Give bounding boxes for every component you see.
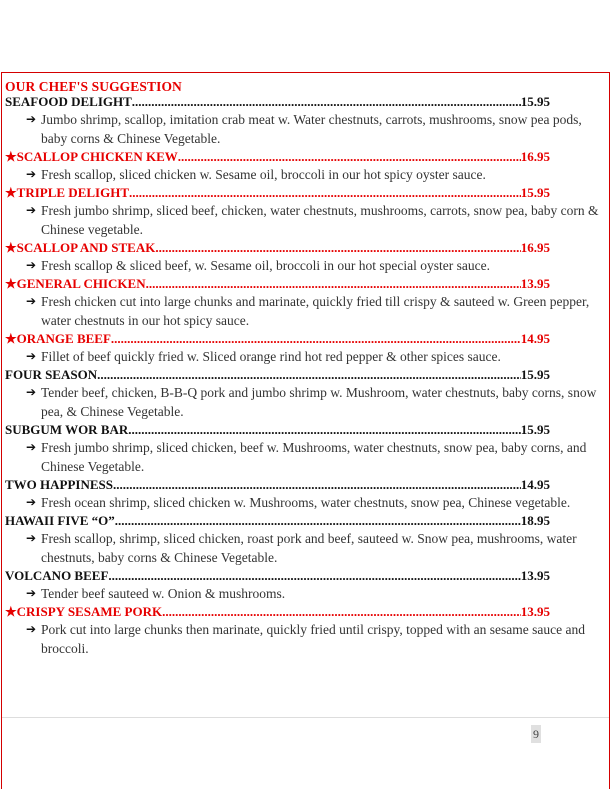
menu-content [5, 79, 605, 659]
dot-leader [115, 513, 521, 528]
arrow-icon: ➔ [26, 112, 37, 126]
arrow-icon: ➔ [26, 385, 37, 399]
menu-item-description-text: Fresh jumbo shrimp, sliced chicken, beef w. Mushrooms, water chestnuts, snow pea, baby corns, and Chinese Vegetable. [41, 440, 587, 474]
menu-items [5, 94, 605, 658]
menu-item-price: 14.95 [520, 331, 550, 346]
menu-item-price: 13.95 [520, 568, 550, 583]
menu-item-description-text: Fresh jumbo shrimp, sliced beef, chicken, water chestnuts, mushrooms, carrots, snow pea, baby corn & Chinese vegetable. [41, 203, 599, 237]
footer-divider [2, 717, 609, 718]
menu-item-name: ★CRISPY SESAME PORK [5, 604, 163, 619]
menu-item-description-text: Fresh scallop & sliced beef, w. Sesame oil, broccoli in our hot special oyster sauce. [41, 258, 491, 273]
menu-item-description-text: Jumbo shrimp, scallop, imitation crab meat w. Water chestnuts, carrots, mushrooms, snow pea pods, baby corns & Chinese Vegetable. [41, 112, 582, 146]
menu-item-description [5, 201, 605, 239]
menu-item [5, 331, 605, 366]
menu-item-description-text: Tender beef, chicken, B-B-Q pork and jumbo shrimp w. Mushroom, water chestnuts, baby corns, snow pea, & Chinese Vegetable. [41, 385, 597, 419]
arrow-icon: ➔ [26, 531, 37, 545]
menu-item-description [5, 620, 605, 658]
dot-leader [146, 276, 521, 291]
menu-item-name: FOUR SEASON [5, 367, 98, 382]
menu-item-price: 15.95 [520, 422, 550, 437]
menu-item [5, 149, 605, 184]
dot-leader [162, 604, 521, 619]
menu-item [5, 568, 605, 603]
arrow-icon: ➔ [26, 294, 37, 308]
menu-item-name: VOLCANO BEEF [5, 568, 109, 583]
page-number: 9 [533, 727, 539, 741]
menu-item-header [5, 240, 550, 255]
menu-item [5, 422, 605, 476]
menu-item-name: HAWAII FIVE “O” [5, 513, 115, 528]
menu-item [5, 276, 605, 330]
menu-item-name: ★ORANGE BEEF [5, 331, 111, 346]
menu-item-price: 15.95 [520, 94, 550, 109]
dot-leader [113, 477, 521, 492]
section-title: OUR CHEF'S SUGGESTION [5, 79, 182, 94]
menu-item [5, 477, 605, 512]
menu-item-description [5, 292, 605, 330]
menu-item-description-text: Fresh ocean shrimp, sliced chicken w. Mushrooms, water chestnuts, snow pea, Chinese vegetable. [41, 495, 571, 510]
dot-leader [155, 240, 520, 255]
menu-item-description-text: Pork cut into large chunks then marinate, quickly fried until crispy, topped with an sesame sauce and broccoli. [41, 622, 585, 656]
arrow-icon: ➔ [26, 167, 37, 181]
menu-item-name: SUBGUM WOR BAR [5, 422, 129, 437]
menu-item-name: TWO HAPPINESS [5, 477, 113, 492]
menu-item-description [5, 493, 605, 512]
menu-item-price: 18.95 [520, 513, 550, 528]
dot-leader [108, 568, 520, 583]
dot-leader [178, 149, 521, 164]
menu-item-header [5, 276, 550, 291]
menu-item-header [5, 568, 550, 583]
arrow-icon: ➔ [26, 440, 37, 454]
menu-item-header [5, 513, 550, 528]
menu-item-header [5, 94, 550, 109]
arrow-icon: ➔ [26, 495, 37, 509]
menu-item [5, 604, 605, 658]
menu-item-name: ★GENERAL CHICKEN [5, 276, 146, 291]
menu-item-price: 13.95 [520, 604, 550, 619]
menu-item [5, 185, 605, 239]
menu-item-header [5, 477, 550, 492]
arrow-icon: ➔ [26, 258, 37, 272]
menu-item-price: 15.95 [520, 367, 550, 382]
menu-item-description-text: Fresh scallop, sliced chicken w. Sesame oil, broccoli in our hot spicy oyster sauce. [41, 167, 486, 182]
dot-leader [97, 367, 521, 382]
menu-item-description [5, 529, 605, 567]
menu-item-header [5, 422, 550, 437]
menu-item-name: ★SCALLOP CHICKEN KEW [5, 149, 178, 164]
menu-item-price: 16.95 [520, 240, 550, 255]
menu-item-description [5, 383, 605, 421]
arrow-icon: ➔ [26, 203, 37, 217]
dot-leader [128, 422, 520, 437]
menu-item [5, 367, 605, 421]
arrow-icon: ➔ [26, 586, 37, 600]
menu-item-price: 13.95 [520, 276, 550, 291]
menu-item-price: 14.95 [520, 477, 550, 492]
menu-item-description-text: Fresh scallop, shrimp, sliced chicken, roast pork and beef, sauteed w. Snow pea, mushrooms, water chestnuts, baby corns & Chinese Vegetable. [41, 531, 577, 565]
menu-item-header [5, 149, 550, 164]
menu-item-price: 16.95 [520, 149, 550, 164]
menu-item-description [5, 438, 605, 476]
arrow-icon: ➔ [26, 349, 37, 363]
dot-leader [111, 331, 521, 346]
menu-item-header [5, 185, 550, 200]
menu-item-name: ★TRIPLE DELIGHT [5, 185, 129, 200]
menu-item-description-text: Fresh chicken cut into large chunks and marinate, quickly fried till crispy & sauteed w. Green pepper, water chestnuts in our hot spicy sauce. [41, 294, 590, 328]
menu-item-name: ★SCALLOP AND STEAK [5, 240, 156, 255]
menu-item-description-text: Fillet of beef quickly fried w. Sliced orange rind hot red pepper & other spices sauce. [41, 349, 501, 364]
menu-item-description-text: Tender beef sauteed w. Onion & mushrooms. [41, 586, 286, 601]
menu-item-description [5, 165, 605, 184]
menu-item-header [5, 331, 550, 346]
menu-item-header [5, 367, 550, 382]
menu-item-description [5, 584, 605, 603]
menu-item-description [5, 110, 605, 148]
menu-item-header [5, 604, 550, 619]
menu-item [5, 513, 605, 567]
dot-leader [132, 94, 521, 109]
menu-item-price: 15.95 [520, 185, 550, 200]
menu-item-name: SEAFOOD DELIGHT [5, 94, 132, 109]
menu-item-description [5, 256, 605, 275]
menu-item-description [5, 347, 605, 366]
arrow-icon: ➔ [26, 622, 37, 636]
dot-leader [129, 185, 521, 200]
menu-item [5, 240, 605, 275]
menu-item [5, 94, 605, 148]
